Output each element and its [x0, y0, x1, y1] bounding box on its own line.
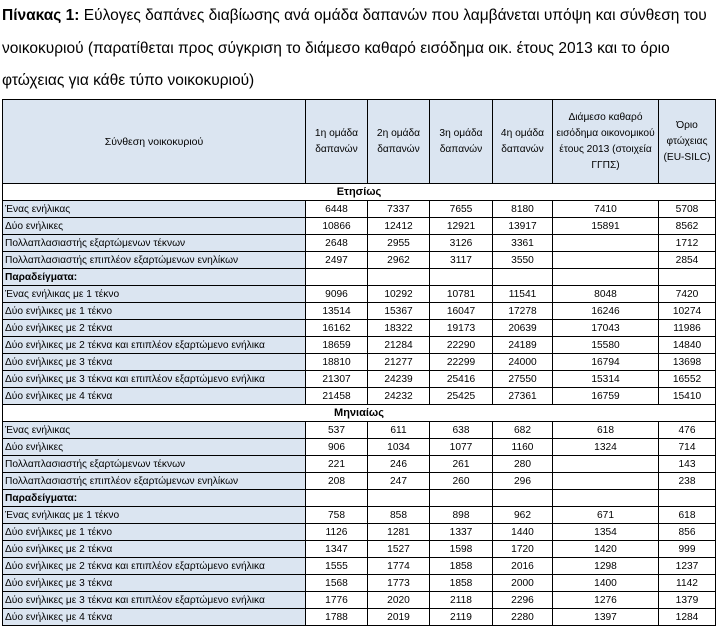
table-row [3, 303, 716, 320]
table-cell: 2019 [368, 609, 430, 626]
table-cell: 3117 [430, 252, 493, 269]
table-cell: 12412 [368, 218, 430, 235]
row-label: Ένας ενήλικας [3, 422, 306, 439]
table-cell: 22290 [430, 337, 493, 354]
table-row [3, 592, 716, 609]
table-cell: 1354 [553, 524, 659, 541]
table-cell: 1237 [659, 558, 716, 575]
section-header-row [3, 405, 716, 422]
table-cell: 999 [659, 541, 716, 558]
table-cell: 2000 [493, 575, 553, 592]
row-label: Ένας ενήλικας με 1 τέκνο [3, 286, 306, 303]
table-cell: 1400 [553, 575, 659, 592]
table-cell: 1858 [430, 575, 493, 592]
table-row [3, 286, 716, 303]
table-cell: 280 [493, 456, 553, 473]
table-cell: 16047 [430, 303, 493, 320]
section-title: Μηνιαίως [3, 405, 716, 422]
table-cell: 1324 [553, 439, 659, 456]
row-label: Πολλαπλασιαστής εξαρτώμενων τέκνων [3, 235, 306, 252]
table-cell: 1720 [493, 541, 553, 558]
table-cell: 611 [368, 422, 430, 439]
header-group-2: 2η ομάδα δαπανών [368, 100, 430, 184]
empty-cell [306, 269, 368, 286]
caption-label: Πίνακας 1: [2, 7, 80, 24]
table-cell: 261 [430, 456, 493, 473]
row-label: Δύο ενήλικες με 3 τέκνα [3, 575, 306, 592]
section-header-row [3, 184, 716, 201]
table-cell [553, 235, 659, 252]
expenses-table [2, 99, 716, 626]
table-cell: 1568 [306, 575, 368, 592]
table-cell: 2020 [368, 592, 430, 609]
row-label: Δύο ενήλικες με 2 τέκνα και επιπλέον εξαρτώμενο ενήλικα [3, 558, 306, 575]
row-label: Δύο ενήλικες με 3 τέκνα και επιπλέον εξαρτώμενο ενήλικα [3, 592, 306, 609]
row-label: Πολλαπλασιαστής επιπλέον εξαρτώμενων ενηλίκων [3, 252, 306, 269]
table-cell: 7420 [659, 286, 716, 303]
table-cell: 1034 [368, 439, 430, 456]
table-cell: 3550 [493, 252, 553, 269]
table-cell: 1276 [553, 592, 659, 609]
table-row [3, 609, 716, 626]
empty-cell [430, 490, 493, 507]
table-cell: 3361 [493, 235, 553, 252]
table-cell: 24189 [493, 337, 553, 354]
table-cell: 8562 [659, 218, 716, 235]
empty-cell [430, 269, 493, 286]
table-cell: 15410 [659, 388, 716, 405]
table-cell: 24000 [493, 354, 553, 371]
table-cell: 10292 [368, 286, 430, 303]
empty-cell [368, 490, 430, 507]
table-caption [2, 0, 714, 98]
table-row [3, 320, 716, 337]
examples-label-row [3, 490, 716, 507]
table-cell: 2296 [493, 592, 553, 609]
table-cell: 143 [659, 456, 716, 473]
table-cell: 1527 [368, 541, 430, 558]
examples-label: Παραδείγματα: [3, 269, 306, 286]
table-cell: 2497 [306, 252, 368, 269]
examples-label-row [3, 269, 716, 286]
header-row [3, 100, 716, 184]
table-cell: 24239 [368, 371, 430, 388]
table-cell: 16246 [553, 303, 659, 320]
table-cell: 10274 [659, 303, 716, 320]
table-cell: 1281 [368, 524, 430, 541]
table-row [3, 388, 716, 405]
table-cell: 2648 [306, 235, 368, 252]
empty-cell [553, 490, 659, 507]
row-label: Ένας ενήλικας [3, 201, 306, 218]
section-title: Ετησίως [3, 184, 716, 201]
table-cell: 537 [306, 422, 368, 439]
table-cell: 10866 [306, 218, 368, 235]
table-cell: 1160 [493, 439, 553, 456]
empty-cell [659, 490, 716, 507]
table-cell: 1858 [430, 558, 493, 575]
table-cell [553, 252, 659, 269]
table-cell: 13698 [659, 354, 716, 371]
table-cell: 21277 [368, 354, 430, 371]
table-row [3, 473, 716, 490]
table-cell: 1712 [659, 235, 716, 252]
table-cell: 11541 [493, 286, 553, 303]
table-row [3, 456, 716, 473]
table-cell: 1077 [430, 439, 493, 456]
table-row [3, 541, 716, 558]
table-cell: 1773 [368, 575, 430, 592]
table-row [3, 354, 716, 371]
table-cell: 3126 [430, 235, 493, 252]
table-cell [553, 456, 659, 473]
row-label: Ένας ενήλικας με 1 τέκνο [3, 507, 306, 524]
table-cell: 24232 [368, 388, 430, 405]
table-cell: 6448 [306, 201, 368, 218]
table-cell: 1337 [430, 524, 493, 541]
table-row [3, 235, 716, 252]
table-cell: 1347 [306, 541, 368, 558]
table-cell: 17278 [493, 303, 553, 320]
table-cell: 16759 [553, 388, 659, 405]
row-label: Πολλαπλασιαστής επιπλέον εξαρτώμενων ενηλίκων [3, 473, 306, 490]
row-label: Δύο ενήλικες με 3 τέκνα [3, 354, 306, 371]
row-label: Δύο ενήλικες με 4 τέκνα [3, 388, 306, 405]
table-cell: 21307 [306, 371, 368, 388]
table-cell: 1598 [430, 541, 493, 558]
table-cell [553, 473, 659, 490]
table-row [3, 422, 716, 439]
table-cell: 15367 [368, 303, 430, 320]
table-cell: 638 [430, 422, 493, 439]
table-cell: 208 [306, 473, 368, 490]
table-cell: 16162 [306, 320, 368, 337]
table-cell: 13917 [493, 218, 553, 235]
empty-cell [553, 269, 659, 286]
table-row [3, 439, 716, 456]
table-cell: 247 [368, 473, 430, 490]
table-cell: 21284 [368, 337, 430, 354]
header-group-3: 3η ομάδα δαπανών [430, 100, 493, 184]
table-cell: 25416 [430, 371, 493, 388]
table-cell: 27361 [493, 388, 553, 405]
table-row [3, 524, 716, 541]
table-cell: 15314 [553, 371, 659, 388]
table-cell: 906 [306, 439, 368, 456]
table-cell: 2955 [368, 235, 430, 252]
table-cell: 2962 [368, 252, 430, 269]
table-cell: 476 [659, 422, 716, 439]
table-body [3, 184, 716, 626]
table-cell: 1142 [659, 575, 716, 592]
table-cell: 9096 [306, 286, 368, 303]
table-row [3, 218, 716, 235]
table-cell: 10781 [430, 286, 493, 303]
table-cell: 15580 [553, 337, 659, 354]
table-cell: 1774 [368, 558, 430, 575]
table-row [3, 371, 716, 388]
table-cell: 8048 [553, 286, 659, 303]
table-cell: 14840 [659, 337, 716, 354]
table-cell: 1397 [553, 609, 659, 626]
table-cell: 714 [659, 439, 716, 456]
row-label: Δύο ενήλικες με 1 τέκνο [3, 303, 306, 320]
table-cell: 2280 [493, 609, 553, 626]
table-cell: 758 [306, 507, 368, 524]
table-cell: 898 [430, 507, 493, 524]
table-cell: 13514 [306, 303, 368, 320]
table-row [3, 252, 716, 269]
table-cell: 296 [493, 473, 553, 490]
table-cell: 7655 [430, 201, 493, 218]
row-label: Δύο ενήλικες [3, 218, 306, 235]
table-cell: 1440 [493, 524, 553, 541]
table-cell: 11986 [659, 320, 716, 337]
table-cell: 15891 [553, 218, 659, 235]
table-row [3, 507, 716, 524]
row-label: Πολλαπλασιαστής εξαρτώμενων τέκνων [3, 456, 306, 473]
row-label: Δύο ενήλικες με 1 τέκνο [3, 524, 306, 541]
caption-text: Εύλογες δαπάνες διαβίωσης ανά ομάδα δαπανών που λαμβάνεται υπόψη και σύνθεση του νοικοκυριού (παρατίθεται προς σύγκριση το διάμεσο καθαρό εισόδημα οικ. έτους 2013 και το όριο φτώχειας για κάθε τύπο νοικοκυριού) [2, 7, 707, 89]
row-label: Δύο ενήλικες με 2 τέκνα [3, 541, 306, 558]
table-cell: 2854 [659, 252, 716, 269]
header-poverty-line: Όριο φτώχειας (EU-SILC) [659, 100, 716, 184]
table-cell: 27550 [493, 371, 553, 388]
table-cell: 18659 [306, 337, 368, 354]
header-median-income: Διάμεσο καθαρό εισόδημα οικονομικού έτους 2013 (στοιχεία ΓΓΠΣ) [553, 100, 659, 184]
table-cell: 2016 [493, 558, 553, 575]
table-cell: 5708 [659, 201, 716, 218]
row-label: Δύο ενήλικες [3, 439, 306, 456]
table-cell: 856 [659, 524, 716, 541]
table-cell: 1555 [306, 558, 368, 575]
table-cell: 18322 [368, 320, 430, 337]
table-cell: 962 [493, 507, 553, 524]
table-cell: 19173 [430, 320, 493, 337]
row-label: Δύο ενήλικες με 3 τέκνα και επιπλέον εξαρτώμενο ενήλικα [3, 371, 306, 388]
table-row [3, 201, 716, 218]
table-cell: 618 [659, 507, 716, 524]
table-cell: 246 [368, 456, 430, 473]
table-cell: 16794 [553, 354, 659, 371]
table-cell: 1776 [306, 592, 368, 609]
table-cell: 20639 [493, 320, 553, 337]
table-cell: 671 [553, 507, 659, 524]
table-cell: 1788 [306, 609, 368, 626]
table-cell: 25425 [430, 388, 493, 405]
table-cell: 1298 [553, 558, 659, 575]
table-cell: 858 [368, 507, 430, 524]
table-cell: 1379 [659, 592, 716, 609]
table-cell: 22299 [430, 354, 493, 371]
header-household-composition: Σύνθεση νοικοκυριού [3, 100, 306, 184]
table-cell: 18810 [306, 354, 368, 371]
table-cell: 238 [659, 473, 716, 490]
table-cell: 17043 [553, 320, 659, 337]
table-cell: 8180 [493, 201, 553, 218]
table-cell: 21458 [306, 388, 368, 405]
table-row [3, 575, 716, 592]
row-label: Δύο ενήλικες με 2 τέκνα [3, 320, 306, 337]
examples-label: Παραδείγματα: [3, 490, 306, 507]
table-cell: 1126 [306, 524, 368, 541]
table-cell: 221 [306, 456, 368, 473]
empty-cell [493, 269, 553, 286]
row-label: Δύο ενήλικες με 2 τέκνα και επιπλέον εξαρτώμενο ενήλικα [3, 337, 306, 354]
table-cell: 2119 [430, 609, 493, 626]
table-cell: 1420 [553, 541, 659, 558]
table-cell: 682 [493, 422, 553, 439]
table-cell: 16552 [659, 371, 716, 388]
table-row [3, 558, 716, 575]
empty-cell [659, 269, 716, 286]
row-label: Δύο ενήλικες με 4 τέκνα [3, 609, 306, 626]
header-group-4: 4η ομάδα δαπανών [493, 100, 553, 184]
header-group-1: 1η ομάδα δαπανών [306, 100, 368, 184]
empty-cell [368, 269, 430, 286]
table-cell: 7337 [368, 201, 430, 218]
table-cell: 12921 [430, 218, 493, 235]
table-cell: 1284 [659, 609, 716, 626]
table-row [3, 337, 716, 354]
table-cell: 7410 [553, 201, 659, 218]
empty-cell [493, 490, 553, 507]
table-cell: 260 [430, 473, 493, 490]
table-cell: 2118 [430, 592, 493, 609]
table-cell: 618 [553, 422, 659, 439]
empty-cell [306, 490, 368, 507]
